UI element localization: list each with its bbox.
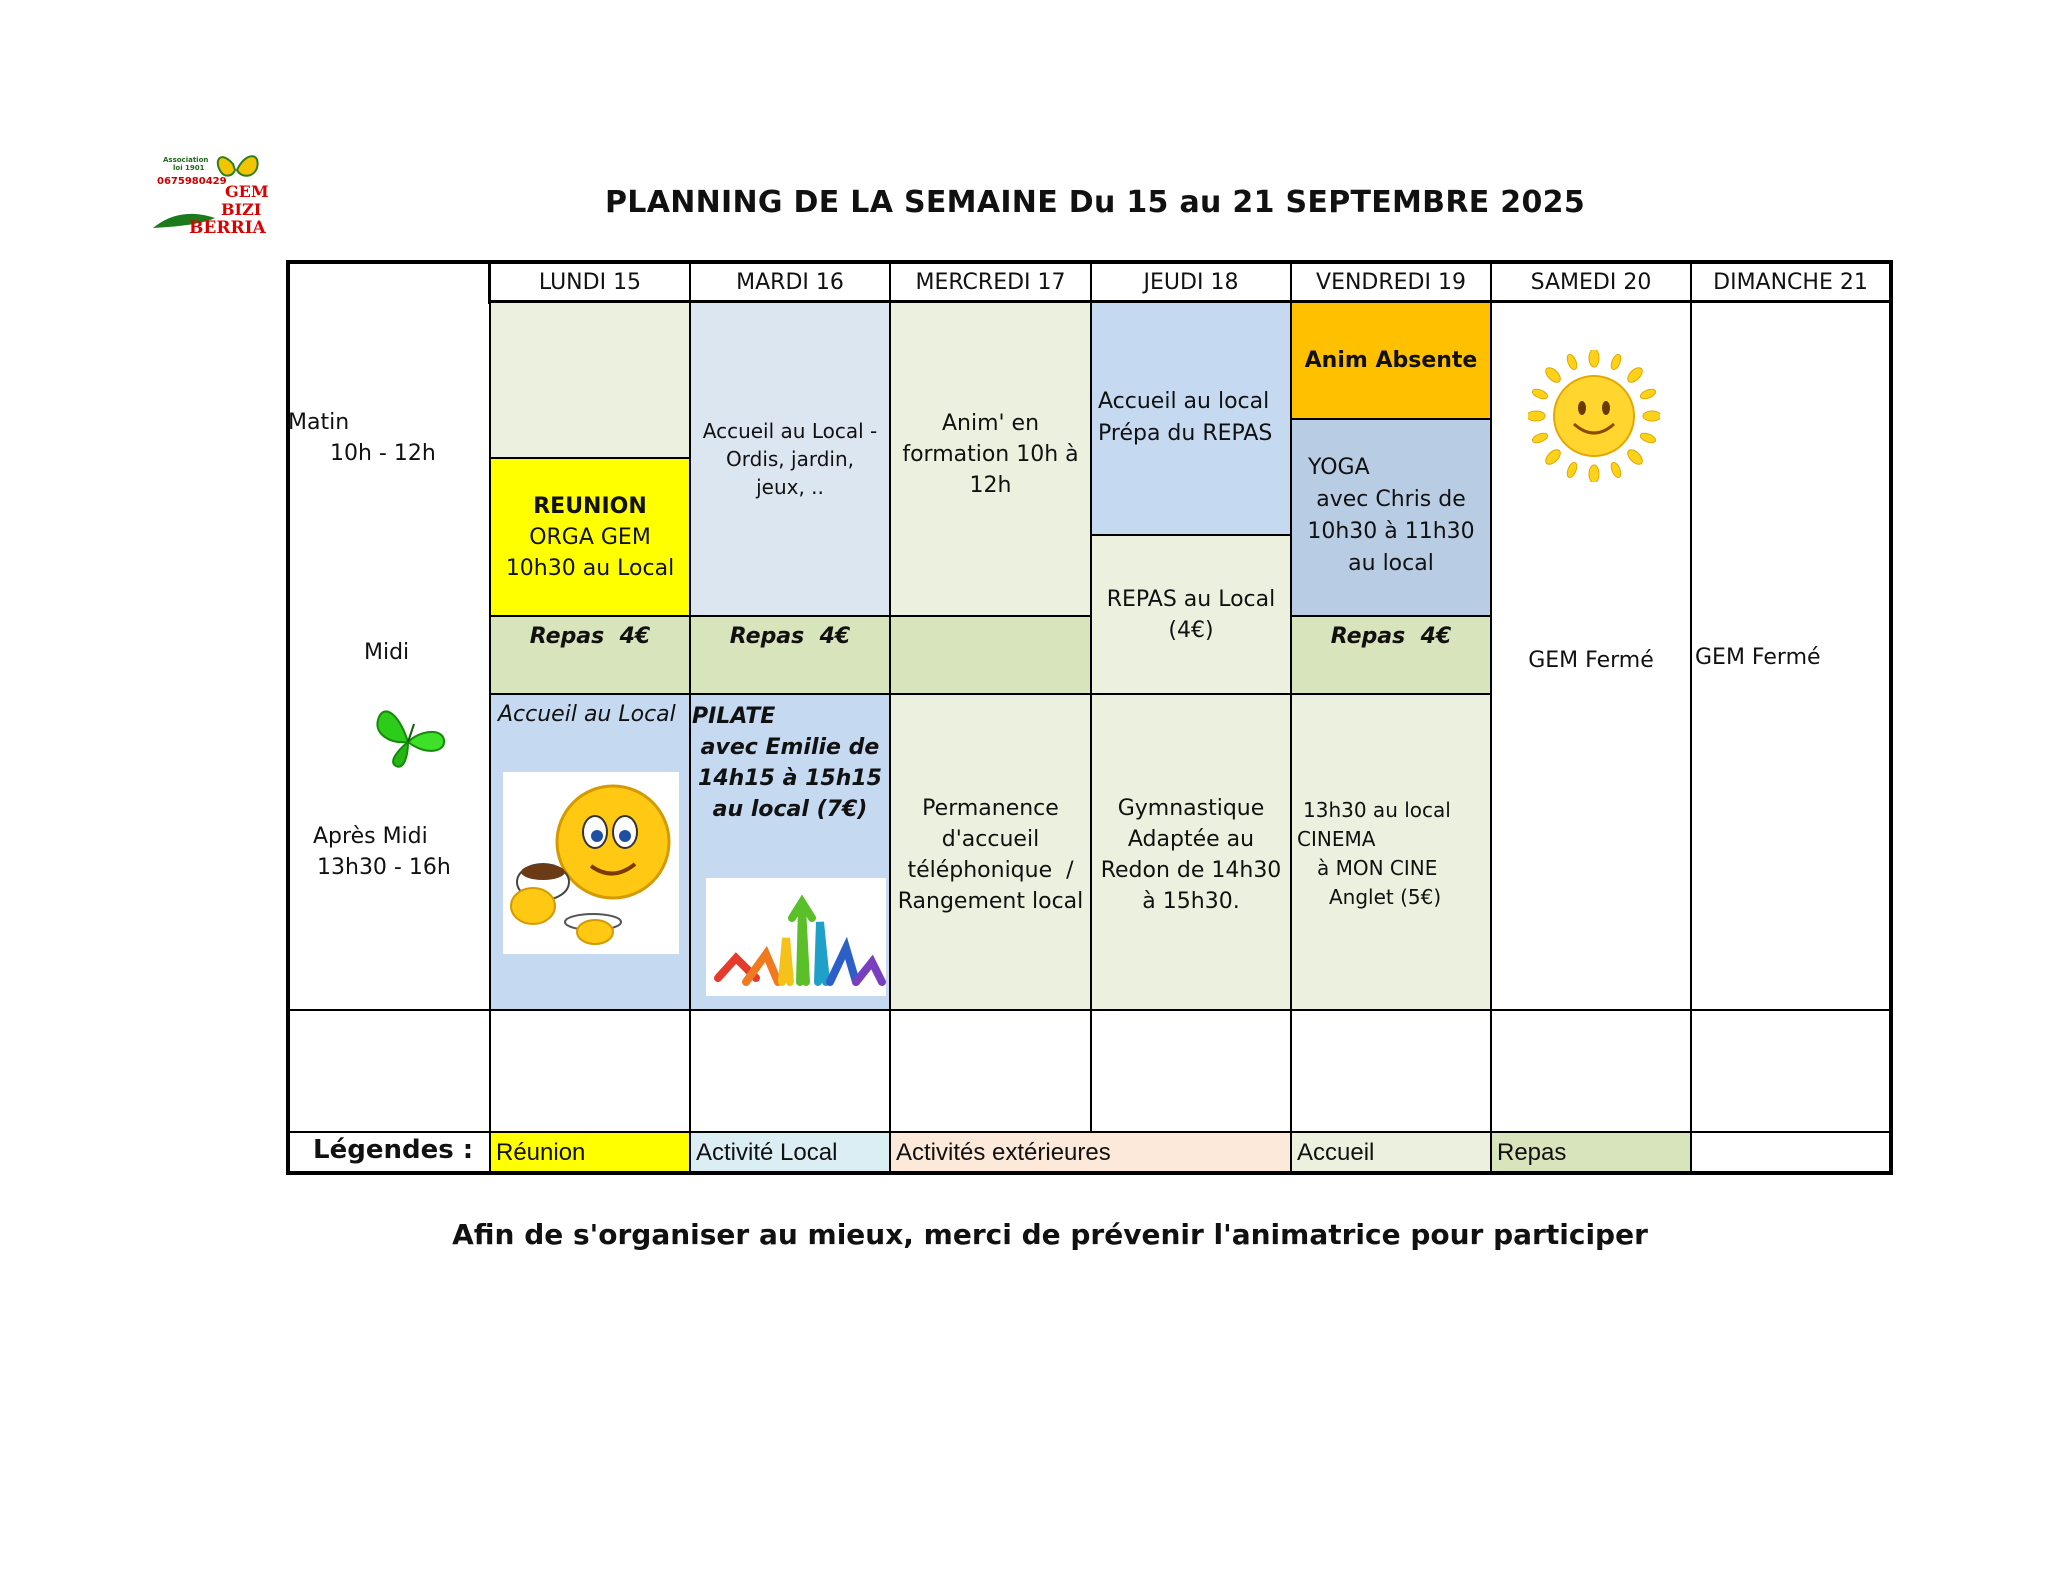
vendredi-yoga-line-3: 10h30 à 11h30 [1307, 519, 1475, 544]
jeudi-am-cell [1098, 386, 1272, 450]
sun-icon [1528, 350, 1660, 482]
logo-name-berria: BERRIA [189, 218, 266, 238]
butterfly-icon [368, 700, 448, 772]
day-header-samedi: SAMEDI 20 [1530, 269, 1652, 295]
mardi-pm-cell [692, 701, 888, 825]
lundi-reunion-line-1: REUNION [533, 493, 647, 519]
legend-reunion: Réunion [496, 1139, 586, 1166]
jeudi-pm-line-3: Redon de 14h30 [1100, 858, 1282, 883]
mercredi-midi-bg [890, 616, 1091, 694]
mardi-am-line-3: jeux, .. [756, 475, 824, 499]
table-border-left [286, 260, 290, 1175]
mardi-pm-line-4: au local (7€) [712, 797, 868, 822]
mercredi-am-line-2: formation 10h à [902, 441, 1079, 467]
legend-activites-exterieures: Activités extérieures [896, 1139, 1111, 1166]
logo-phone: 0675980429 [157, 176, 227, 187]
logo-name-bizi: BIZI [221, 200, 262, 219]
jeudi-pm-line-4: à 15h30. [1142, 889, 1240, 914]
vendredi-yoga-line-4: au local [1348, 551, 1434, 576]
jeudi-am-line-2: Prépa du REPAS [1098, 421, 1273, 446]
mercredi-am-line-1: Anim' en [941, 410, 1040, 436]
jeudi-pm-line-2: Adaptée au [1127, 827, 1255, 852]
mercredi-pm-line-4: Rangement local [897, 889, 1084, 914]
day-header-mardi: MARDI 16 [736, 269, 844, 295]
vendredi-pm-line-2: CINEMA [1297, 827, 1376, 851]
lundi-reunion-cell [490, 458, 690, 616]
day-header-vendredi: VENDREDI 19 [1316, 269, 1466, 295]
legend-repas: Repas [1497, 1139, 1567, 1166]
row-label-apres-midi-hours: 13h30 - 16h [317, 855, 451, 880]
mardi-am-line-1: Accueil au Local - [702, 419, 878, 443]
vendredi-yoga-line-1: YOGA [1308, 455, 1370, 480]
vendredi-repas: Repas 4€ [1330, 623, 1452, 649]
lundi-reunion-line-2: ORGA GEM [529, 524, 651, 550]
col-line-1 [489, 300, 491, 1173]
mercredi-pm-cell [890, 790, 1091, 920]
jeudi-midi-cell [1091, 580, 1291, 650]
mercredi-pm-line-2: d'accueil [941, 827, 1040, 852]
day-header-dimanche: DIMANCHE 21 [1713, 269, 1868, 295]
row-label-midi: Midi [364, 640, 410, 665]
legend-accueil: Accueil [1297, 1139, 1375, 1166]
mercredi-am-cell [890, 404, 1091, 504]
jeudi-pm-cell [1091, 790, 1291, 920]
mardi-repas: Repas 4€ [729, 623, 851, 649]
legend-label: Légendes : [313, 1135, 474, 1165]
jeudi-midi-line-2: (4€) [1168, 618, 1214, 643]
mardi-pm-line-1: PILATE [692, 704, 776, 729]
mercredi-pm-line-1: Permanence [922, 796, 1059, 821]
mercredi-pm-line-3: téléphonique / [907, 858, 1074, 883]
mardi-am-cell [690, 302, 890, 616]
page-title: PLANNING DE LA SEMAINE Du 15 au 21 SEPTEMBRE 2025 [604, 185, 1585, 220]
lundi-morning-bg [490, 302, 690, 458]
day-header-mercredi: MERCREDI 17 [915, 269, 1066, 295]
day-header-lundi: LUNDI 15 [538, 269, 642, 295]
yoga-figures-icon [706, 878, 886, 996]
col-line-4 [1090, 260, 1092, 1133]
row-label-apres-midi: Après Midi [313, 824, 428, 849]
mardi-pm-line-2: avec Emilie de [700, 735, 880, 760]
jeudi-midi-line-1: REPAS au Local [1106, 587, 1276, 612]
row-label-matin: Matin [288, 410, 350, 435]
mardi-am-line-2: Ordis, jardin, [726, 447, 854, 471]
samedi-ferme: GEM Fermé [1528, 647, 1654, 673]
mardi-pm-line-3: 14h15 à 15h15 [698, 766, 882, 791]
vendredi-yoga-cell [1291, 452, 1491, 580]
dimanche-ferme: GEM Fermé [1695, 645, 1821, 670]
col-line-7 [1690, 260, 1692, 1173]
jeudi-split-line [1091, 534, 1291, 536]
lundi-reunion-line-3: 10h30 au Local [505, 555, 675, 581]
lundi-pm-accueil: Accueil au Local [498, 702, 676, 727]
footer-note: Afin de s'organiser au mieux, merci de prévenir l'animatrice pour participer [452, 1218, 1648, 1251]
gem-logo [145, 148, 285, 244]
logo-name-gem: GEM [225, 182, 269, 201]
logo-loi: loi 1901 [173, 164, 205, 172]
row-label-matin-hours: 10h - 12h [330, 441, 436, 466]
vendredi-yoga-line-2: avec Chris de [1316, 487, 1466, 512]
vendredi-pm-line-1: 13h30 au local [1303, 798, 1451, 822]
jeudi-am-line-1: Accueil au local [1098, 389, 1270, 414]
vendredi-pm-line-4: Anglet (5€) [1329, 885, 1442, 909]
legend-activite-local: Activité Local [696, 1139, 838, 1166]
lundi-repas: Repas 4€ [529, 623, 651, 649]
jeudi-pm-line-1: Gymnastique [1117, 796, 1265, 821]
col-line-8 [1889, 260, 1891, 1173]
day-header-jeudi: JEUDI 18 [1143, 269, 1239, 295]
mercredi-am-line-3: 12h [969, 472, 1012, 498]
vendredi-pm-line-3: à MON CINE [1317, 856, 1438, 880]
vendredi-pm-cell [1297, 796, 1487, 912]
coffee-smiley-icon [503, 772, 679, 954]
logo-association: Association [163, 156, 209, 164]
pm-line [490, 693, 1491, 695]
pm-bottom-line [288, 1009, 1891, 1011]
vendredi-anim-absente: Anim Absente [1304, 348, 1478, 373]
